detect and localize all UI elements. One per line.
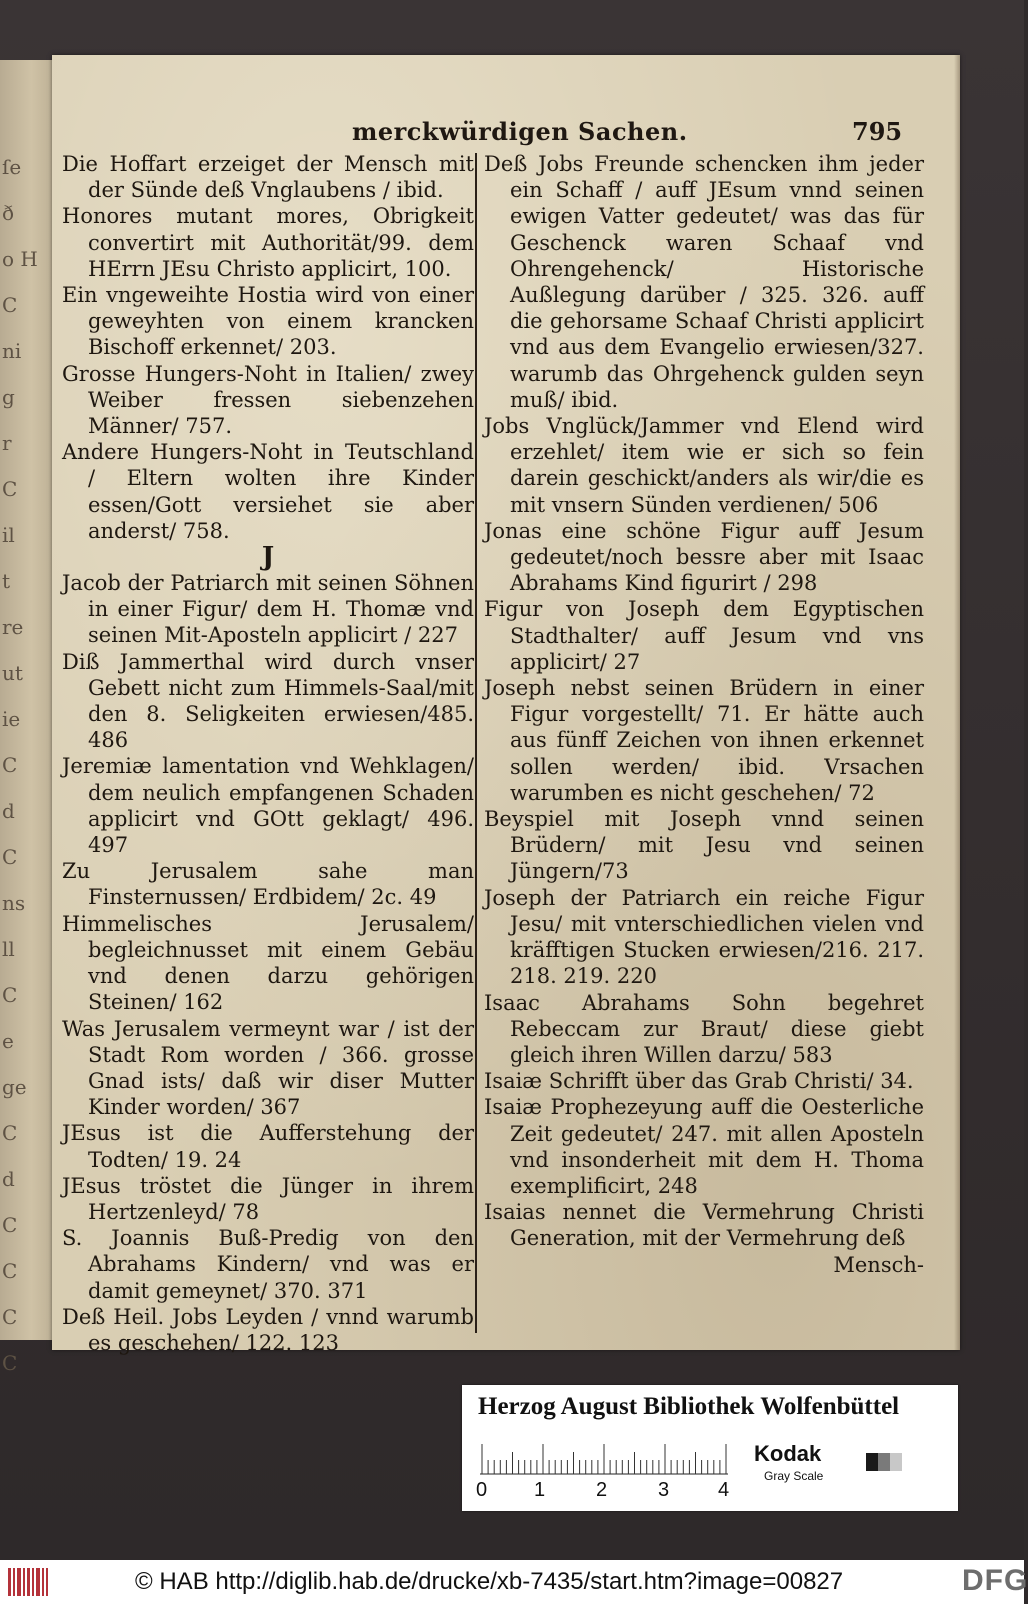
- gray-swatch: [866, 1453, 878, 1471]
- index-entry: Deß Jobs Freunde schencken ihm jeder ein Schaff / auff JEsum vnnd seinen ewigen Vatter gedeutet/ was das für Geschenck waren Schaaf vnd Ohrengehenck/ Historische Außlegung darüber / 325. 326. auff die gehorsame Schaaf Christi applicirt vnd aus dem Evangelio erwiesen/327. warumb das Ohrgehenck gulden seyn muß/ ibid.: [484, 152, 924, 412]
- previous-page-fragment: ie: [2, 707, 21, 731]
- left-index-column: [62, 151, 474, 1356]
- previous-page-fragment: t: [2, 569, 11, 593]
- book-page: [52, 55, 960, 1355]
- right-index-column: [484, 151, 924, 1278]
- index-entry: Jonas eine schöne Figur auff Jesum gedeutet/noch bessre aber mit Isaac Abrahams Kind figurirt / 298: [484, 518, 924, 596]
- index-entry: Isaiæ Prophezeyung auff die Oesterliche Zeit gedeutet/ 247. mit allen Aposteln vnd insonderheit mit dem H. Thoma exemplificirt, 248: [484, 1095, 924, 1198]
- index-entry: S. Joannis Buß-Predig von den Abrahams Kindern/ vnd was er damit gemeynet/ 370. 371: [62, 1226, 474, 1303]
- ruler-number: 1: [534, 1479, 546, 1501]
- index-entry: Joseph nebst seinen Brüdern in einer Figur vorgestellt/ 71. Er hätte auch aus fünff Zeichen von ihnen erkennet sollen werden/ ibid. Vrsachen warumben es nicht geschehen/ 72: [484, 676, 924, 805]
- institution-name: Herzog August Bibliothek Wolfenbüttel: [478, 1393, 900, 1420]
- previous-page-fragment: o H: [2, 247, 38, 271]
- previous-page-fragment: C: [2, 1121, 18, 1145]
- previous-page-fragment: ð: [2, 201, 15, 225]
- ruler-number: 0: [476, 1479, 488, 1501]
- previous-page-edge: [0, 60, 52, 1375]
- previous-page-fragment: C: [2, 1213, 18, 1237]
- index-entry: Zu Jerusalem sahe man Finsternussen/ Erdbidem/ 2c. 49: [62, 859, 474, 910]
- index-entry: Deß Heil. Jobs Leyden / vnnd warumb es geschehen/ 122. 123: [62, 1304, 474, 1355]
- previous-page-fragment: ge: [2, 1075, 27, 1099]
- source-url-link[interactable]: © HAB http://diglib.hab.de/drucke/xb-7435/start.htm?image=00827: [135, 1568, 844, 1595]
- index-entry: JEsus ist die Aufferstehung der Todten/ 19. 24: [62, 1121, 474, 1172]
- previous-page-fragment: d: [2, 1167, 15, 1191]
- ruler-ticks: [480, 1441, 730, 1475]
- previous-page-fragment: ll: [2, 937, 15, 961]
- previous-page-fragment: C: [2, 293, 18, 317]
- gray-swatch: [890, 1453, 902, 1471]
- page-edge-shadow: [954, 55, 960, 1350]
- previous-page-fragment: ni: [2, 339, 22, 363]
- gray-scale-label: Gray Scale: [764, 1469, 824, 1483]
- gray-scale-swatches: [866, 1453, 926, 1471]
- previous-page-fragment: e: [2, 1029, 14, 1053]
- index-entry: Figur von Joseph dem Egyptischen Stadthalter/ auff Jesum vnd vns applicirt/ 27: [484, 597, 924, 674]
- previous-page-fragment: C: [2, 1351, 18, 1375]
- previous-page-fragment: C: [2, 477, 18, 501]
- gray-swatch: [878, 1453, 890, 1471]
- previous-page-fragment: ſe: [2, 155, 22, 179]
- scale-ruler: [476, 1441, 730, 1501]
- index-entry: Jeremiæ lamentation vnd Wehklagen/ dem neulich empfangenen Schaden applicirt vnd GOtt geklagt/ 496. 497: [62, 754, 474, 858]
- previous-page-fragment: C: [2, 1305, 18, 1329]
- index-entry: Jobs Vnglück/Jammer vnd Elend wird erzehlet/ item wie er sich so fein darein geschickt/anders als wir/die es mit vnsern Sünden verdienen/ 506: [484, 414, 924, 517]
- column-divider: [475, 153, 477, 1333]
- previous-page-fragment: C: [2, 1259, 18, 1283]
- library-label-card: [462, 1385, 958, 1511]
- gray-swatch: [902, 1453, 914, 1471]
- ruler-number: 4: [718, 1479, 730, 1501]
- ruler-number: 2: [596, 1479, 608, 1501]
- previous-page-fragment: ut: [2, 661, 23, 685]
- catchword: Mensch-: [833, 1252, 924, 1277]
- index-entry: Ein vngeweihte Hostia wird von einer geweyhten von einem krancken Bischoff erkennet/ 203.: [62, 283, 474, 360]
- index-entry: JEsus tröstet die Jünger in ihrem Hertzenleyd/ 78: [62, 1173, 474, 1224]
- previous-page-fragment: r: [2, 431, 12, 455]
- previous-page-fragment: d: [2, 799, 15, 823]
- index-entry: Joseph der Patriarch ein reiche Figur Jesu/ mit vnterschiedlichen vielen vnd kräfftigen Stucken erwiesen/216. 217. 218. 219. 220: [484, 885, 924, 989]
- previous-page-fragment: ns: [2, 891, 26, 915]
- page-header: [52, 117, 960, 147]
- footer-bar: [0, 1560, 1028, 1604]
- index-entry: Himmelisches Jerusalem/ begleichnusset mit einem Gebäu vnd denen darzu gehörigen Steinen/ 162: [62, 911, 474, 1015]
- index-entry: Beyspiel mit Joseph vnnd seinen Brüdern/ mit Jesu vnd seinen Jüngern/73: [484, 807, 924, 884]
- index-entry: Diß Jammerthal wird durch vnser Gebett nicht zum Himmels-Saal/mit den 8. Seligkeiten erwiesen/485. 486: [62, 649, 474, 753]
- previous-page-fragment: il: [2, 523, 15, 547]
- running-title: merckwürdigen Sachen.: [352, 117, 688, 146]
- ruler-number: 3: [658, 1479, 670, 1501]
- letter-heading: J: [261, 542, 275, 573]
- previous-page-fragment: C: [2, 753, 18, 777]
- index-entry: Isaias nennet die Vermehrung Christi Generation, mit der Vermehrung deß: [484, 1200, 924, 1251]
- index-entry: Isaac Abrahams Sohn begehret Rebeccam zur Braut/ diese giebt gleich ihren Willen darzu/ 583: [484, 990, 924, 1067]
- previous-page-fragment: C: [2, 983, 18, 1007]
- index-entry: Die Hoffart erzeiget der Mensch mit der Sünde deß Vnglaubens / ibid.: [62, 152, 474, 203]
- previous-page-fragment: C: [2, 845, 18, 869]
- index-entry: Andere Hungers-Noht in Teutschland / Eltern wolten ihre Kinder essen/Gott versiehet sie aber anderst/ 758.: [62, 440, 474, 543]
- index-entry: Grosse Hungers-Noht in Italien/ zwey Weiber fressen siebenzehen Männer/ 757.: [62, 361, 474, 439]
- previous-page-fragment: g: [2, 385, 15, 409]
- index-entry: Isaiæ Schrifft über das Grab Christi/ 34.: [484, 1069, 914, 1094]
- page-number: 795: [852, 117, 903, 146]
- index-entry: Jacob der Patriarch mit seinen Söhnen in einer Figur/ dem H. Thomæ vnd seinen Mit-Aposteln applicirt / 227: [62, 571, 474, 648]
- barcode-icon: [8, 1568, 48, 1596]
- dfg-logo: DFG: [962, 1564, 1028, 1597]
- previous-page-fragment: re: [2, 615, 24, 639]
- kodak-logo: Kodak: [754, 1441, 822, 1466]
- index-entry: Was Jerusalem vermeynt war / ist der Stadt Rom worden / 366. grosse Gnad ists/ daß wir diser Mutter Kinder worden/ 367: [62, 1016, 474, 1120]
- index-entry: Honores mutant mores, Obrigkeit convertirt mit Authorität/99. dem HErrn JEsu Christo applicirt, 100.: [62, 204, 474, 281]
